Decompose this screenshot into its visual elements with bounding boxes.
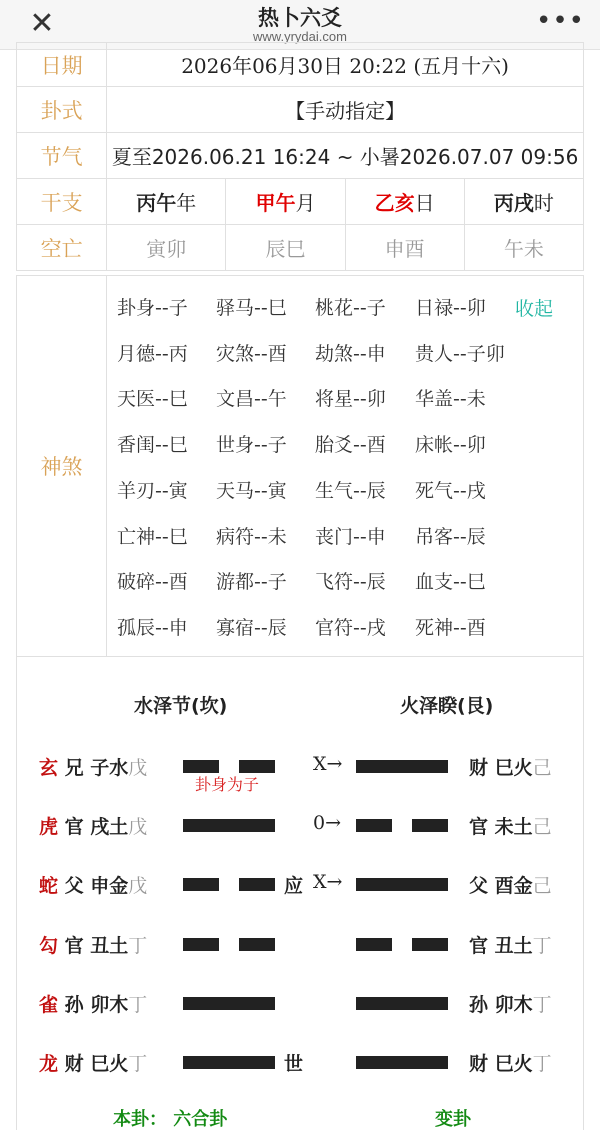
- line-left-text: [39, 1049, 147, 1076]
- jieqi-label: 节气: [17, 133, 107, 179]
- shensha-item: 驿马--巳: [216, 297, 287, 319]
- ganzhi-label: 干支: [17, 179, 107, 225]
- main-line-yin-bar: [239, 878, 275, 891]
- shensha-item: 吊客--辰: [415, 525, 486, 548]
- shi-ying-mark: 应: [284, 875, 304, 898]
- shensha-item: 病符--未: [216, 525, 287, 548]
- changed-line-yang-bar: [356, 760, 448, 773]
- ganzhi-year-gz: 丙午: [136, 191, 177, 215]
- changed-line-yin-bar: [412, 938, 448, 951]
- changed-stem: 丁: [532, 993, 552, 1016]
- main-line-yin-bar: [183, 878, 219, 891]
- shensha-item: 丧门--申: [315, 525, 386, 548]
- ganzhi-day-gz: 乙亥: [374, 191, 415, 215]
- shensha-item: 灾煞--酉: [216, 342, 287, 365]
- shi-ying-mark: 世: [284, 1053, 304, 1075]
- ganzhi-month: [226, 179, 345, 225]
- ganzhi-month-unit: 月: [295, 191, 316, 215]
- line-left-text: [39, 753, 147, 780]
- changed-hexagram-footer: 变卦: [435, 1109, 471, 1130]
- line-relation: 财 巳火: [64, 1053, 129, 1075]
- changed-line-yang-bar: [356, 1056, 448, 1069]
- kongwang-hour: 午未: [464, 225, 583, 271]
- main-line-yang-bar: [183, 1056, 275, 1069]
- gua-shen-annotation: 卦身为子: [195, 775, 260, 794]
- changed-line-yin-bar: [356, 938, 392, 951]
- line-stem: 丁: [128, 934, 148, 957]
- ganzhi-day: [345, 179, 464, 225]
- changed-hexagram-name: 火泽睽(艮): [400, 695, 494, 717]
- changed-stem: 丁: [532, 934, 552, 957]
- gua-row: [17, 87, 584, 133]
- shensha-item: 月德--丙: [117, 342, 188, 365]
- moving-line-mark: 0→: [313, 812, 342, 835]
- main-line-yin-bar: [239, 938, 275, 951]
- line-stem: 戊: [128, 757, 148, 779]
- jieqi-value: 夏至2026.06.21 16:24 ~ 小暑2026.07.07 09:56: [107, 133, 584, 179]
- shensha-item: 床帐--卯: [415, 434, 486, 457]
- kongwang-day: 申酉: [345, 225, 464, 271]
- shensha-item: 将星--卯: [315, 388, 386, 411]
- shensha-label: 神煞: [17, 276, 107, 656]
- changed-line-yin-bar: [356, 819, 392, 832]
- six-god: 勾: [39, 934, 59, 957]
- main-line-yin-bar: [183, 938, 219, 951]
- jieqi-row: [17, 133, 584, 179]
- ganzhi-day-unit: 日: [414, 191, 435, 215]
- line-relation: 父 申金: [64, 875, 129, 898]
- shensha-item: 游都--子: [216, 571, 287, 594]
- more-icon[interactable]: •••: [536, 6, 586, 36]
- changed-stem: 己: [532, 757, 552, 779]
- shensha-item: 香闺--巳: [117, 434, 188, 457]
- kongwang-month: 辰巳: [226, 225, 345, 271]
- shensha-item: 劫煞--申: [315, 342, 386, 365]
- changed-stem: 己: [532, 875, 552, 898]
- kongwang-year: 寅卯: [107, 225, 226, 271]
- ganzhi-hour-gz: 丙戌: [493, 191, 534, 215]
- shensha-item: 世身--子: [216, 434, 287, 457]
- line-right-text: [469, 871, 552, 898]
- shensha-item: 生气--辰: [315, 479, 386, 502]
- line-right-text: [469, 1049, 552, 1076]
- ganzhi-hour-unit: 时: [533, 191, 554, 215]
- info-table: [16, 42, 584, 271]
- line-left-text: [39, 812, 147, 839]
- shensha-item: 飞符--辰: [315, 571, 386, 594]
- line-right-text: [469, 931, 552, 958]
- main-line-yang-bar: [183, 997, 275, 1010]
- line-left-text: [39, 931, 147, 958]
- line-stem: 戊: [128, 816, 148, 839]
- shensha-item: 破碎--酉: [117, 571, 188, 594]
- line-stem: 戊: [128, 875, 148, 898]
- moving-line-mark: X→: [313, 753, 343, 775]
- date-label: 日期: [17, 43, 107, 87]
- changed-line-yang-bar: [356, 878, 448, 891]
- date-row: [17, 43, 584, 87]
- shensha-item: 贵人--子卯: [415, 342, 505, 365]
- line-relation: 兄 子水: [64, 757, 129, 779]
- shensha-item: 卦身--子: [117, 297, 188, 319]
- line-left-text: [39, 871, 147, 898]
- shensha-item: 天医--巳: [117, 388, 188, 411]
- line-relation: 孙 卯木: [64, 993, 129, 1016]
- changed-line-yang-bar: [356, 997, 448, 1010]
- changed-line-yin-bar: [412, 819, 448, 832]
- changed-relation: 官 丑土: [469, 934, 533, 957]
- changed-relation: 财 巳火: [469, 757, 533, 779]
- shensha-item: 孤辰--申: [117, 616, 188, 639]
- changed-stem: 己: [532, 816, 552, 839]
- changed-relation: 父 酉金: [469, 875, 533, 898]
- ganzhi-year: [107, 179, 226, 225]
- shensha-item: 日禄--卯: [415, 297, 486, 319]
- six-god: 蛇: [39, 875, 59, 898]
- line-right-text: [469, 812, 552, 839]
- six-god: 虎: [39, 816, 59, 839]
- page-title: 热卜六爻: [258, 6, 342, 30]
- line-left-text: [39, 990, 147, 1017]
- close-icon[interactable]: ✕: [29, 6, 55, 41]
- line-stem: 丁: [128, 1053, 148, 1075]
- line-right-text: [469, 753, 552, 780]
- shensha-item: 胎爻--酉: [315, 434, 386, 457]
- six-god: 龙: [39, 1053, 59, 1075]
- ganzhi-hour: [464, 179, 583, 225]
- kongwang-row: [17, 225, 584, 271]
- line-stem: 丁: [128, 993, 148, 1016]
- changed-relation: 官 未土: [469, 816, 533, 839]
- main-hexagram-name: 水泽节(坎): [134, 695, 228, 717]
- ganzhi-month-gz: 甲午: [255, 191, 296, 215]
- date-value: 2026年06月30日 20:22 (五月十六): [107, 43, 584, 87]
- main-hexagram-footer: 本卦： 六合卦: [113, 1109, 228, 1130]
- collapse-toggle[interactable]: 收起: [515, 298, 554, 320]
- ganzhi-row: [17, 179, 584, 225]
- line-right-text: [469, 990, 552, 1017]
- gua-label: 卦式: [17, 87, 107, 133]
- shensha-item: 寡宿--辰: [216, 616, 287, 639]
- shensha-item: 血支--巳: [415, 571, 486, 594]
- changed-stem: 丁: [532, 1053, 552, 1075]
- shensha-item: 天马--寅: [216, 479, 287, 502]
- page-url: www.yrydai.com: [253, 29, 347, 44]
- shensha-item: 官符--戌: [315, 616, 386, 639]
- shensha-item: 桃花--子: [315, 297, 386, 319]
- shensha-item: 华盖--未: [415, 388, 486, 411]
- moving-line-mark: X→: [313, 871, 343, 894]
- shensha-item: 亡神--巳: [117, 525, 188, 548]
- shensha-item: 死气--戌: [415, 479, 486, 502]
- ganzhi-year-unit: 年: [176, 191, 197, 215]
- gua-value: 【手动指定】: [107, 87, 584, 133]
- shensha-item: 死神--酉: [415, 616, 486, 639]
- line-relation: 官 戌土: [64, 816, 129, 839]
- six-god: 雀: [39, 993, 59, 1016]
- line-relation: 官 丑土: [64, 934, 129, 957]
- changed-relation: 财 巳火: [469, 1053, 533, 1075]
- six-god: 玄: [39, 757, 59, 779]
- shensha-item: 文昌--午: [216, 388, 287, 411]
- shensha-item: 羊刃--寅: [117, 479, 188, 502]
- hexagram-panel: [16, 657, 584, 1130]
- kongwang-label: 空亡: [17, 225, 107, 271]
- changed-relation: 孙 卯木: [469, 993, 533, 1016]
- shensha-panel: [16, 275, 584, 657]
- main-line-yang-bar: [183, 819, 275, 832]
